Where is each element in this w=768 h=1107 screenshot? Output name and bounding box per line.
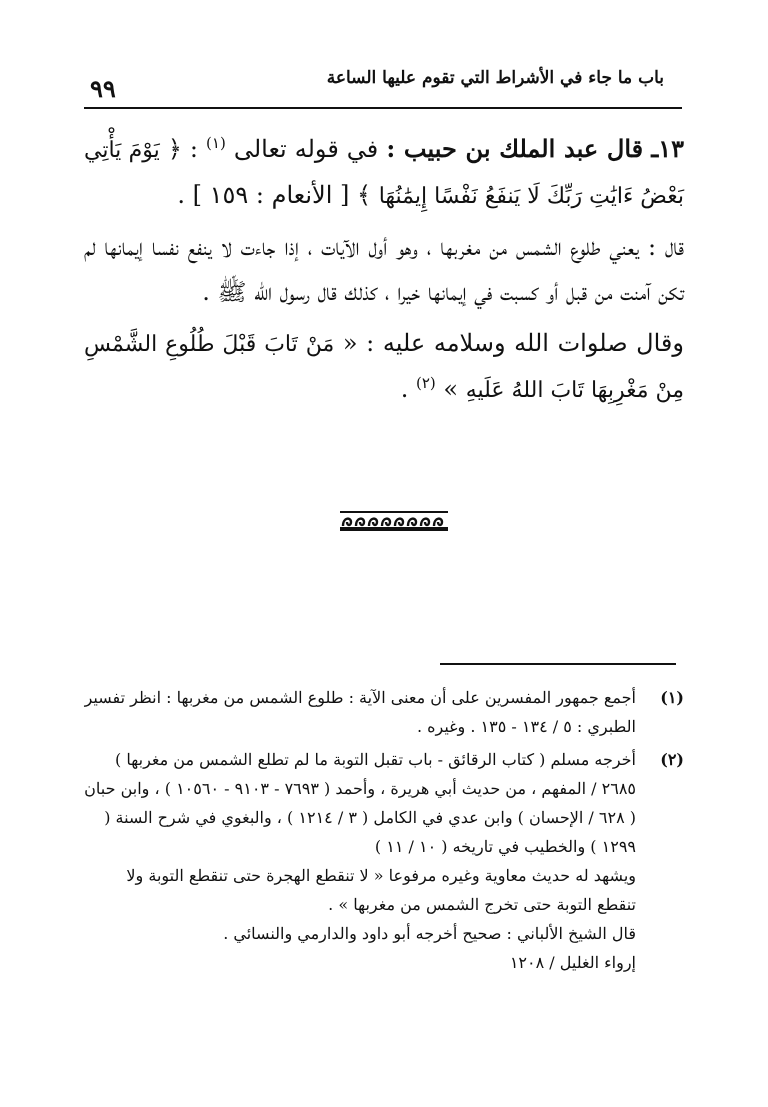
header-rule [84, 107, 682, 109]
verse-close: ﴾ [357, 181, 372, 209]
footnote-1 [84, 683, 684, 741]
hadith-number: ١٣ـ [651, 134, 684, 163]
page-header [84, 60, 682, 106]
hadith-paragraph-1 [84, 126, 684, 219]
paragraph-end: . [400, 375, 409, 403]
quote-intro: وقال صلوات الله وسلامه عليه : « [342, 329, 684, 357]
footnote-text: أخرجه مسلم ( كتاب الرقائق - باب تقبل التوبة ما لم تطلع الشمس من مغربها ) ٢٦٨٥ / المفهم ، من حديث أبي هريرة ، وأحمد ( ٧٦٩٣ - ٩١٠٣ - ١٠٥٦٠ ) ، وابن حبان ( ٦٢٨ / الإحسان ) وابن عدي في الكامل ( ٣ / ١٢١٤ ) ، والبغوي في شرح السنة ( ١٢٩٩ ) والخطيب في تاريخه ( ١٠ / ١١ ) [84, 750, 636, 856]
footnote-text: إرواء الغليل / ١٢٠٨ [509, 953, 636, 972]
quote-close: » [443, 375, 459, 403]
footnote-ref-2[interactable]: (٢) [415, 374, 436, 392]
quran-verse: يَوْمَ يَأْتِي بَعْضُ ءَايَٰتِ رَبِّكَ لَا يَنفَعُ نَفْسًا إِيمَٰنُهَا [84, 138, 684, 209]
footnote-number: (٢) [660, 750, 684, 769]
footnote-separator [440, 663, 676, 665]
footnotes [84, 683, 684, 981]
footnote-2 [84, 745, 684, 977]
footnote-text: ويشهد له حديث معاوية وغيره مرفوعا « لا تنقطع الهجرة حتى تنقطع التوبة ولا تنقطع التوبة حتى تخرج الشمس من مغربها » . [126, 866, 636, 914]
footnote-number: (١) [660, 688, 684, 707]
verse-citation: [ الأنعام : ١٥٩ ] . [177, 181, 350, 209]
footnote-text: قال الشيخ الألباني : صحيح أخرجه أبو داود والدارمي والنسائي . [223, 924, 636, 943]
footnote-text: أجمع جمهور المفسرين على أن معنى الآية : طلوع الشمس من مغربها : انظر تفسير الطبري : ٥ / ١٣٤ - ١٣٥ . وغيره . [84, 688, 636, 736]
speaker: قال عبد الملك بن حبيب : [386, 134, 644, 163]
prophetic-quote: مَنْ تَابَ قَبْلَ طُلُوعِ الشَّمْسِ مِنْ مَغْرِبِهَا تَابَ اللهُ عَلَيهِ [84, 332, 684, 403]
verse-intro: في قوله تعالى [233, 135, 379, 163]
hadith-paragraph-2: قال : يعني طلوع الشمس من مغربها ، وهو أول الآيات ، إذا جاءت لا ينفع نفسا إيمانها لم تكن آمنت من قبل أو كسبت في إيمانها خيرا ، كذلك قال رسول الله ﷺ . [84, 233, 684, 306]
verse-open: : ﴿ [167, 135, 198, 163]
hadith-paragraph-3 [84, 321, 684, 413]
footnote-ref-1[interactable]: (١) [206, 134, 226, 152]
page-number: ٩٩ [90, 74, 116, 103]
main-text [84, 126, 684, 419]
running-title: باب ما جاء في الأشراط التي تقوم عليها الساعة [326, 68, 664, 88]
divider-ornament-icon [340, 510, 448, 532]
